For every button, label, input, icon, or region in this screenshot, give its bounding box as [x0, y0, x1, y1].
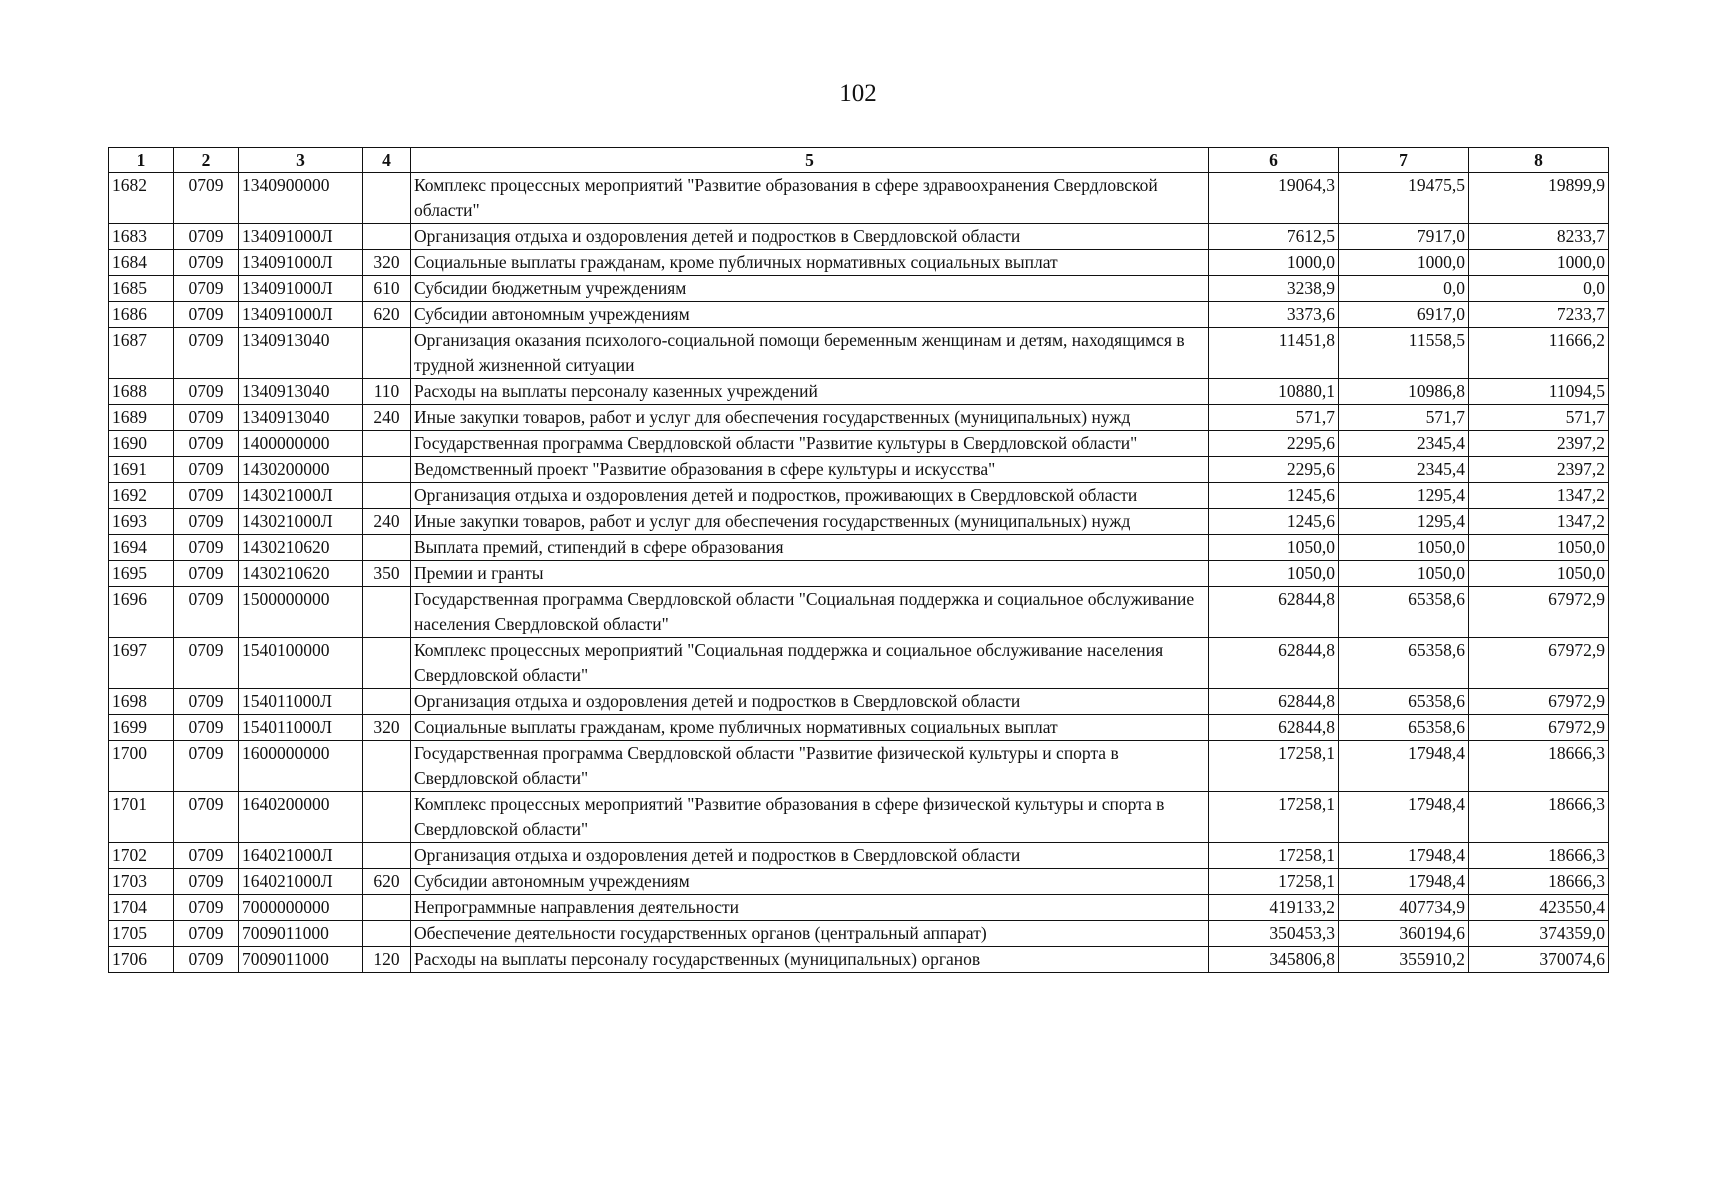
amount-year2-cell: 1295,4 — [1339, 509, 1469, 535]
amount-year1-cell: 19064,3 — [1209, 173, 1339, 224]
amount-year2-cell: 0,0 — [1339, 276, 1469, 302]
description-cell: Ведомственный проект "Развитие образования в сфере культуры и искусства" — [411, 457, 1209, 483]
section-code-cell: 0709 — [174, 921, 239, 947]
row-number-cell: 1683 — [109, 224, 174, 250]
amount-year1-cell: 11451,8 — [1209, 328, 1339, 379]
target-article-cell: 134091000Л — [239, 302, 363, 328]
row-number-cell: 1695 — [109, 561, 174, 587]
amount-year3-cell: 18666,3 — [1469, 869, 1609, 895]
target-article-cell: 1600000000 — [239, 741, 363, 792]
section-code-cell: 0709 — [174, 843, 239, 869]
expense-type-cell — [363, 741, 411, 792]
expense-type-cell: 620 — [363, 302, 411, 328]
amount-year2-cell: 65358,6 — [1339, 715, 1469, 741]
amount-year1-cell: 3238,9 — [1209, 276, 1339, 302]
amount-year3-cell: 1050,0 — [1469, 561, 1609, 587]
section-code-cell: 0709 — [174, 535, 239, 561]
target-article-cell: 154011000Л — [239, 715, 363, 741]
row-number-cell: 1700 — [109, 741, 174, 792]
amount-year3-cell: 571,7 — [1469, 405, 1609, 431]
expense-type-cell — [363, 328, 411, 379]
description-cell: Обеспечение деятельности государственных органов (центральный аппарат) — [411, 921, 1209, 947]
page-number: 102 — [839, 80, 877, 107]
table-row — [109, 173, 1609, 224]
column-header-5: 5 — [411, 148, 1209, 173]
description-cell: Иные закупки товаров, работ и услуг для обеспечения государственных (муниципальных) нужд — [411, 509, 1209, 535]
expense-type-cell — [363, 895, 411, 921]
table-row — [109, 276, 1609, 302]
section-code-cell: 0709 — [174, 457, 239, 483]
target-article-cell: 164021000Л — [239, 843, 363, 869]
row-number-cell: 1693 — [109, 509, 174, 535]
expense-type-cell: 110 — [363, 379, 411, 405]
expense-type-cell — [363, 638, 411, 689]
target-article-cell: 164021000Л — [239, 869, 363, 895]
amount-year2-cell: 6917,0 — [1339, 302, 1469, 328]
table-row — [109, 535, 1609, 561]
row-number-cell: 1694 — [109, 535, 174, 561]
column-header-1: 1 — [109, 148, 174, 173]
amount-year1-cell: 1000,0 — [1209, 250, 1339, 276]
amount-year3-cell: 370074,6 — [1469, 947, 1609, 973]
column-header-4: 4 — [363, 148, 411, 173]
amount-year1-cell: 62844,8 — [1209, 638, 1339, 689]
description-cell: Организация отдыха и оздоровления детей и подростков в Свердловской области — [411, 843, 1209, 869]
row-number-cell: 1706 — [109, 947, 174, 973]
section-code-cell: 0709 — [174, 224, 239, 250]
description-cell: Расходы на выплаты персоналу казенных учреждений — [411, 379, 1209, 405]
column-header-7: 7 — [1339, 148, 1469, 173]
amount-year2-cell: 19475,5 — [1339, 173, 1469, 224]
budget-table — [108, 147, 1609, 973]
amount-year3-cell: 67972,9 — [1469, 638, 1609, 689]
target-article-cell: 154011000Л — [239, 689, 363, 715]
amount-year2-cell: 1295,4 — [1339, 483, 1469, 509]
table-row — [109, 509, 1609, 535]
section-code-cell: 0709 — [174, 587, 239, 638]
column-header-2: 2 — [174, 148, 239, 173]
amount-year1-cell: 7612,5 — [1209, 224, 1339, 250]
target-article-cell: 134091000Л — [239, 224, 363, 250]
table-row — [109, 638, 1609, 689]
table-row — [109, 895, 1609, 921]
description-cell: Организация оказания психолого-социальной помощи беременным женщинам и детям, находящимся в трудной жизненной ситуации — [411, 328, 1209, 379]
expense-type-cell — [363, 483, 411, 509]
section-code-cell: 0709 — [174, 302, 239, 328]
amount-year1-cell: 1245,6 — [1209, 509, 1339, 535]
amount-year3-cell: 1000,0 — [1469, 250, 1609, 276]
amount-year1-cell: 350453,3 — [1209, 921, 1339, 947]
amount-year2-cell: 11558,5 — [1339, 328, 1469, 379]
section-code-cell: 0709 — [174, 431, 239, 457]
expense-type-cell: 120 — [363, 947, 411, 973]
amount-year1-cell: 62844,8 — [1209, 715, 1339, 741]
amount-year1-cell: 2295,6 — [1209, 457, 1339, 483]
description-cell: Организация отдыха и оздоровления детей и подростков, проживающих в Свердловской области — [411, 483, 1209, 509]
description-cell: Организация отдыха и оздоровления детей и подростков в Свердловской области — [411, 689, 1209, 715]
amount-year1-cell: 2295,6 — [1209, 431, 1339, 457]
expense-type-cell: 610 — [363, 276, 411, 302]
section-code-cell: 0709 — [174, 561, 239, 587]
target-article-cell: 143021000Л — [239, 509, 363, 535]
description-cell: Иные закупки товаров, работ и услуг для обеспечения государственных (муниципальных) нужд — [411, 405, 1209, 431]
amount-year3-cell: 374359,0 — [1469, 921, 1609, 947]
amount-year2-cell: 407734,9 — [1339, 895, 1469, 921]
target-article-cell: 1640200000 — [239, 792, 363, 843]
amount-year3-cell: 1050,0 — [1469, 535, 1609, 561]
section-code-cell: 0709 — [174, 379, 239, 405]
target-article-cell: 7009011000 — [239, 921, 363, 947]
amount-year3-cell: 1347,2 — [1469, 483, 1609, 509]
table-row — [109, 379, 1609, 405]
row-number-cell: 1690 — [109, 431, 174, 457]
amount-year2-cell: 355910,2 — [1339, 947, 1469, 973]
expense-type-cell — [363, 792, 411, 843]
section-code-cell: 0709 — [174, 483, 239, 509]
table-row — [109, 741, 1609, 792]
amount-year2-cell: 65358,6 — [1339, 638, 1469, 689]
amount-year1-cell: 62844,8 — [1209, 689, 1339, 715]
description-cell: Непрограммные направления деятельности — [411, 895, 1209, 921]
section-code-cell: 0709 — [174, 638, 239, 689]
target-article-cell: 1430210620 — [239, 561, 363, 587]
expense-type-cell — [363, 535, 411, 561]
expense-type-cell — [363, 843, 411, 869]
section-code-cell: 0709 — [174, 947, 239, 973]
amount-year3-cell: 1347,2 — [1469, 509, 1609, 535]
row-number-cell: 1689 — [109, 405, 174, 431]
row-number-cell: 1705 — [109, 921, 174, 947]
column-header-6: 6 — [1209, 148, 1339, 173]
row-number-cell: 1684 — [109, 250, 174, 276]
amount-year1-cell: 571,7 — [1209, 405, 1339, 431]
expense-type-cell: 320 — [363, 715, 411, 741]
target-article-cell: 143021000Л — [239, 483, 363, 509]
expense-type-cell — [363, 921, 411, 947]
table-row — [109, 843, 1609, 869]
description-cell: Государственная программа Свердловской области "Развитие культуры в Свердловской области" — [411, 431, 1209, 457]
target-article-cell: 1540100000 — [239, 638, 363, 689]
section-code-cell: 0709 — [174, 173, 239, 224]
table-row — [109, 457, 1609, 483]
amount-year1-cell: 62844,8 — [1209, 587, 1339, 638]
table-row — [109, 869, 1609, 895]
target-article-cell: 1500000000 — [239, 587, 363, 638]
amount-year3-cell: 19899,9 — [1469, 173, 1609, 224]
section-code-cell: 0709 — [174, 276, 239, 302]
amount-year2-cell: 571,7 — [1339, 405, 1469, 431]
table-row — [109, 250, 1609, 276]
amount-year1-cell: 17258,1 — [1209, 869, 1339, 895]
amount-year1-cell: 1050,0 — [1209, 561, 1339, 587]
table-body — [109, 173, 1609, 973]
target-article-cell: 1430210620 — [239, 535, 363, 561]
amount-year3-cell: 67972,9 — [1469, 715, 1609, 741]
expense-type-cell — [363, 689, 411, 715]
amount-year2-cell: 1000,0 — [1339, 250, 1469, 276]
target-article-cell: 1340900000 — [239, 173, 363, 224]
section-code-cell: 0709 — [174, 792, 239, 843]
description-cell: Премии и гранты — [411, 561, 1209, 587]
expense-type-cell — [363, 431, 411, 457]
amount-year3-cell: 18666,3 — [1469, 792, 1609, 843]
amount-year1-cell: 17258,1 — [1209, 843, 1339, 869]
amount-year2-cell: 1050,0 — [1339, 535, 1469, 561]
amount-year1-cell: 17258,1 — [1209, 741, 1339, 792]
description-cell: Субсидии автономным учреждениям — [411, 302, 1209, 328]
row-number-cell: 1701 — [109, 792, 174, 843]
amount-year2-cell: 7917,0 — [1339, 224, 1469, 250]
column-header-3: 3 — [239, 148, 363, 173]
amount-year3-cell: 18666,3 — [1469, 843, 1609, 869]
section-code-cell: 0709 — [174, 328, 239, 379]
table-row — [109, 689, 1609, 715]
table-row — [109, 587, 1609, 638]
row-number-cell: 1704 — [109, 895, 174, 921]
amount-year1-cell: 419133,2 — [1209, 895, 1339, 921]
amount-year3-cell: 8233,7 — [1469, 224, 1609, 250]
table-row — [109, 947, 1609, 973]
section-code-cell: 0709 — [174, 741, 239, 792]
amount-year2-cell: 17948,4 — [1339, 869, 1469, 895]
row-number-cell: 1702 — [109, 843, 174, 869]
expense-type-cell — [363, 587, 411, 638]
amount-year2-cell: 2345,4 — [1339, 457, 1469, 483]
row-number-cell: 1691 — [109, 457, 174, 483]
description-cell: Социальные выплаты гражданам, кроме публичных нормативных социальных выплат — [411, 715, 1209, 741]
amount-year1-cell: 17258,1 — [1209, 792, 1339, 843]
amount-year3-cell: 423550,4 — [1469, 895, 1609, 921]
description-cell: Комплекс процессных мероприятий "Развитие образования в сфере здравоохранения Свердловской области" — [411, 173, 1209, 224]
amount-year3-cell: 67972,9 — [1469, 689, 1609, 715]
amount-year2-cell: 65358,6 — [1339, 587, 1469, 638]
section-code-cell: 0709 — [174, 715, 239, 741]
target-article-cell: 7009011000 — [239, 947, 363, 973]
target-article-cell: 7000000000 — [239, 895, 363, 921]
amount-year3-cell: 7233,7 — [1469, 302, 1609, 328]
section-code-cell: 0709 — [174, 250, 239, 276]
amount-year2-cell: 2345,4 — [1339, 431, 1469, 457]
table-row — [109, 715, 1609, 741]
amount-year1-cell: 345806,8 — [1209, 947, 1339, 973]
expense-type-cell — [363, 457, 411, 483]
amount-year1-cell: 1050,0 — [1209, 535, 1339, 561]
amount-year3-cell: 18666,3 — [1469, 741, 1609, 792]
amount-year3-cell: 11666,2 — [1469, 328, 1609, 379]
table-row — [109, 224, 1609, 250]
expense-type-cell: 240 — [363, 405, 411, 431]
target-article-cell: 1400000000 — [239, 431, 363, 457]
section-code-cell: 0709 — [174, 405, 239, 431]
row-number-cell: 1703 — [109, 869, 174, 895]
row-number-cell: 1686 — [109, 302, 174, 328]
row-number-cell: 1688 — [109, 379, 174, 405]
section-code-cell: 0709 — [174, 869, 239, 895]
row-number-cell: 1699 — [109, 715, 174, 741]
amount-year2-cell: 10986,8 — [1339, 379, 1469, 405]
row-number-cell: 1687 — [109, 328, 174, 379]
amount-year3-cell: 11094,5 — [1469, 379, 1609, 405]
row-number-cell: 1696 — [109, 587, 174, 638]
description-cell: Организация отдыха и оздоровления детей и подростков в Свердловской области — [411, 224, 1209, 250]
amount-year2-cell: 17948,4 — [1339, 843, 1469, 869]
table-row — [109, 302, 1609, 328]
amount-year2-cell: 65358,6 — [1339, 689, 1469, 715]
target-article-cell: 134091000Л — [239, 250, 363, 276]
target-article-cell: 1340913040 — [239, 379, 363, 405]
amount-year3-cell: 2397,2 — [1469, 457, 1609, 483]
amount-year2-cell: 1050,0 — [1339, 561, 1469, 587]
row-number-cell: 1685 — [109, 276, 174, 302]
amount-year2-cell: 17948,4 — [1339, 792, 1469, 843]
amount-year3-cell: 2397,2 — [1469, 431, 1609, 457]
amount-year3-cell: 0,0 — [1469, 276, 1609, 302]
target-article-cell: 134091000Л — [239, 276, 363, 302]
table-row — [109, 483, 1609, 509]
amount-year1-cell: 10880,1 — [1209, 379, 1339, 405]
section-code-cell: 0709 — [174, 895, 239, 921]
header-row — [109, 148, 1609, 173]
table-row — [109, 328, 1609, 379]
description-cell: Субсидии автономным учреждениям — [411, 869, 1209, 895]
row-number-cell: 1692 — [109, 483, 174, 509]
amount-year2-cell: 360194,6 — [1339, 921, 1469, 947]
description-cell: Государственная программа Свердловской области "Социальная поддержка и социальное обслуживание населения Свердловской области" — [411, 587, 1209, 638]
table-row — [109, 405, 1609, 431]
target-article-cell: 1340913040 — [239, 328, 363, 379]
expense-type-cell: 620 — [363, 869, 411, 895]
table-row — [109, 561, 1609, 587]
expense-type-cell: 320 — [363, 250, 411, 276]
target-article-cell: 1340913040 — [239, 405, 363, 431]
row-number-cell: 1682 — [109, 173, 174, 224]
expense-type-cell — [363, 224, 411, 250]
description-cell: Расходы на выплаты персоналу государственных (муниципальных) органов — [411, 947, 1209, 973]
amount-year3-cell: 67972,9 — [1469, 587, 1609, 638]
row-number-cell: 1698 — [109, 689, 174, 715]
expense-type-cell — [363, 173, 411, 224]
expense-type-cell: 350 — [363, 561, 411, 587]
table-row — [109, 792, 1609, 843]
amount-year1-cell: 1245,6 — [1209, 483, 1339, 509]
row-number-cell: 1697 — [109, 638, 174, 689]
description-cell: Комплекс процессных мероприятий "Социальная поддержка и социальное обслуживание населения Свердловской области" — [411, 638, 1209, 689]
amount-year1-cell: 3373,6 — [1209, 302, 1339, 328]
description-cell: Государственная программа Свердловской области "Развитие физической культуры и спорта в Свердловской области" — [411, 741, 1209, 792]
description-cell: Социальные выплаты гражданам, кроме публичных нормативных социальных выплат — [411, 250, 1209, 276]
description-cell: Выплата премий, стипендий в сфере образования — [411, 535, 1209, 561]
table-row — [109, 921, 1609, 947]
description-cell: Субсидии бюджетным учреждениям — [411, 276, 1209, 302]
table-row — [109, 431, 1609, 457]
expense-type-cell: 240 — [363, 509, 411, 535]
section-code-cell: 0709 — [174, 509, 239, 535]
target-article-cell: 1430200000 — [239, 457, 363, 483]
amount-year2-cell: 17948,4 — [1339, 741, 1469, 792]
column-header-8: 8 — [1469, 148, 1609, 173]
section-code-cell: 0709 — [174, 689, 239, 715]
description-cell: Комплекс процессных мероприятий "Развитие образования в сфере физической культуры и спорта в Свердловской области" — [411, 792, 1209, 843]
